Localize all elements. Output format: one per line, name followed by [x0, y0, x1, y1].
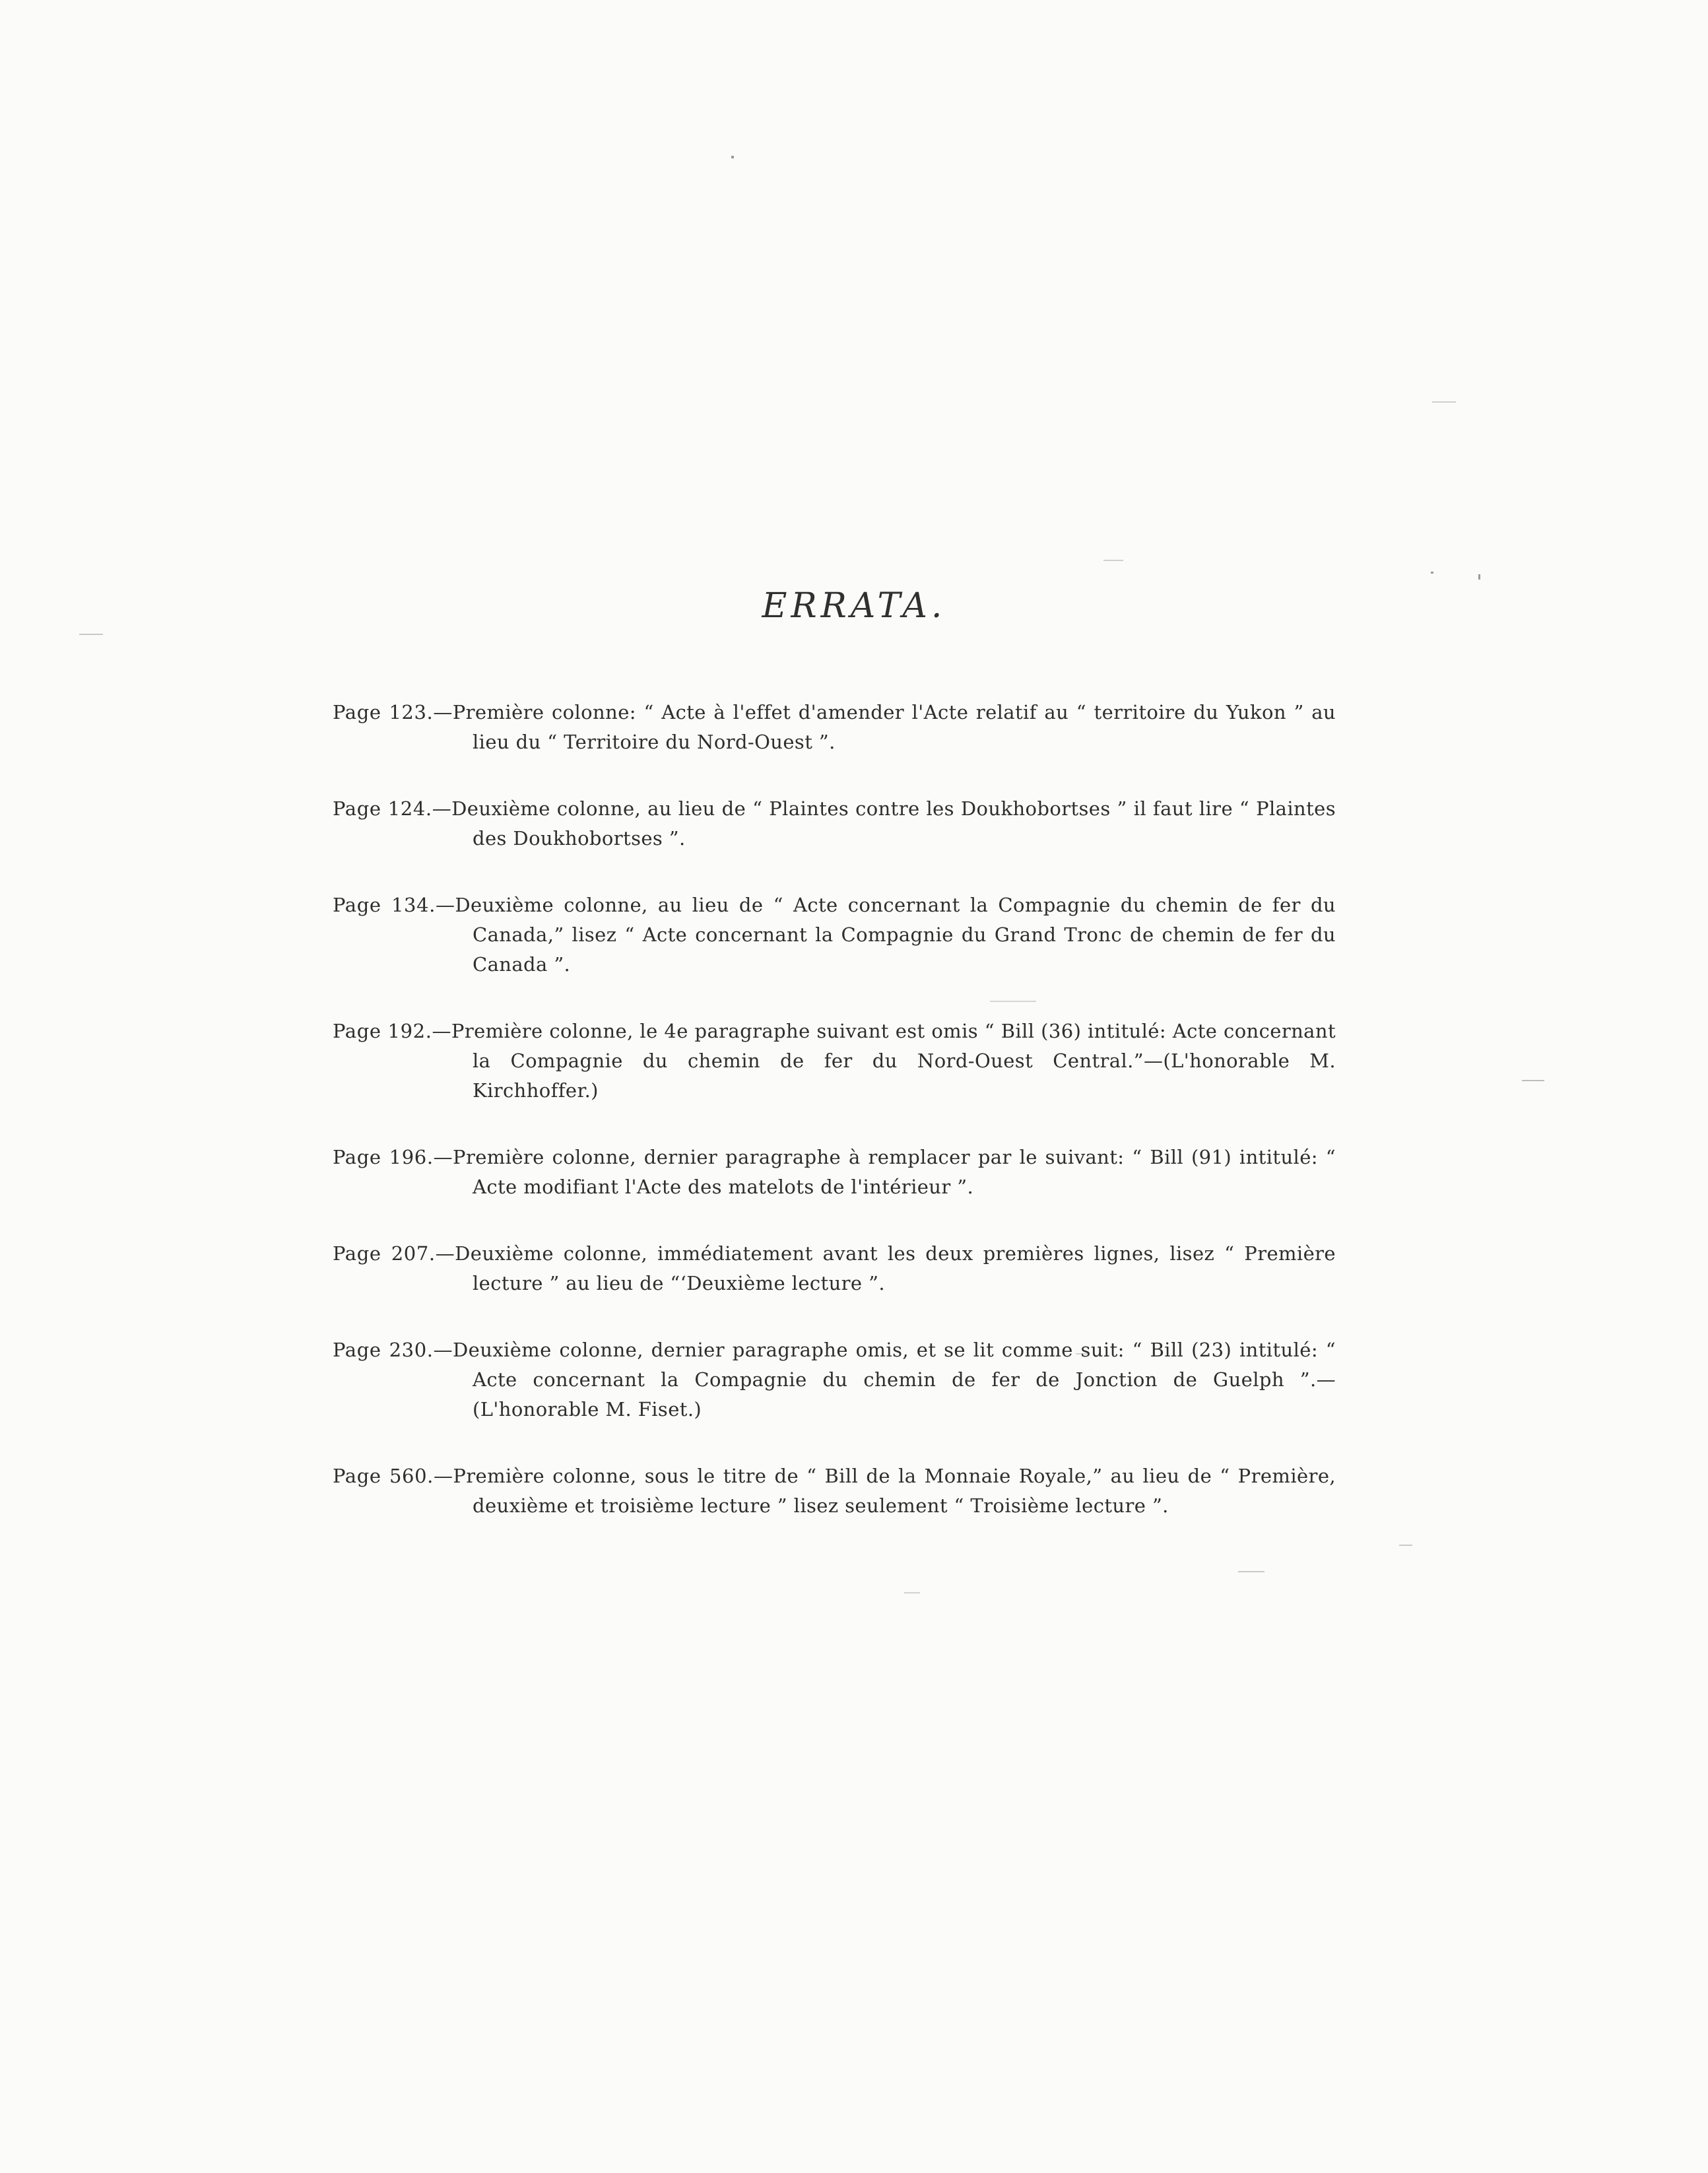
errata-entry	[333, 890, 1336, 980]
errata-list	[333, 679, 1336, 1558]
correction-text: —Première colonne: “ Acte à l'effet d'amender l'Acte relatif au “ territoire du Yukon ” au lieu du “ Territoire du Nord-Ouest ”.	[433, 701, 1336, 753]
scan-speck	[1478, 574, 1480, 580]
scan-speck	[1431, 572, 1433, 574]
errata-entry	[333, 1461, 1336, 1521]
scan-speck	[1238, 1571, 1265, 1572]
errata-entry	[333, 794, 1336, 853]
page-reference: Page 192.	[333, 1020, 432, 1042]
scan-speck	[1103, 560, 1123, 561]
scan-speck	[731, 156, 734, 158]
scan-speck	[1399, 1545, 1412, 1546]
errata-entry	[333, 698, 1336, 757]
scan-speck	[79, 634, 103, 635]
correction-text: —Première colonne, sous le titre de “ Bill de la Monnaie Royale,” au lieu de “ Première, deuxième et troisième lecture ” lisez seulement “ Troisième lecture ”.	[433, 1465, 1336, 1517]
page-reference: Page 123.	[333, 701, 434, 723]
correction-text: —Deuxième colonne, immédiatement avant les deux premières lignes, lisez “ Première lecture ” au lieu de “‘Deuxième lecture ”.	[435, 1242, 1336, 1294]
page-title: ERRATA.	[762, 586, 946, 626]
errata-entry	[333, 1239, 1336, 1298]
scan-speck	[1432, 401, 1456, 403]
page-reference: Page 560.	[333, 1465, 434, 1487]
correction-text: —Première colonne, le 4e paragraphe suivant est omis “ Bill (36) intitulé: Acte concernant la Compagnie du chemin de fer du Nord-Ouest Central.”—(L'honorable M. Kirchhoffer.)	[432, 1020, 1336, 1102]
correction-text: —Deuxième colonne, dernier paragraphe omis, et se lit comme suit: “ Bill (23) intitulé: “ Acte concernant la Compagnie du chemin de fer de Jonction de Guelph ”.—(L'honorable M. Fiset.)	[433, 1339, 1336, 1421]
correction-text: —Deuxième colonne, au lieu de “ Plaintes contre les Doukhobortses ” il faut lire “ Plaintes des Doukhobortses ”.	[432, 797, 1336, 850]
page-reference: Page 124.	[333, 797, 432, 820]
scan-speck	[1522, 1080, 1544, 1081]
correction-text: —Première colonne, dernier paragraphe à remplacer par le suivant: “ Bill (91) intitulé: “ Acte modifiant l'Acte des matelots de l'intérieur ”.	[433, 1146, 1336, 1198]
errata-entry	[333, 1017, 1336, 1106]
page-reference: Page 196.	[333, 1146, 434, 1168]
page-reference: Page 134.	[333, 894, 436, 916]
page-reference: Page 230.	[333, 1339, 434, 1361]
scan-speck	[904, 1592, 920, 1593]
page-reference: Page 207.	[333, 1242, 436, 1265]
errata-entry	[333, 1143, 1336, 1202]
errata-entry	[333, 1335, 1336, 1424]
correction-text: —Deuxième colonne, au lieu de “ Acte concernant la Compagnie du chemin de fer du Canada,” lisez “ Acte concernant la Compagnie du Grand Tronc de chemin de fer du Canada ”.	[435, 894, 1336, 976]
